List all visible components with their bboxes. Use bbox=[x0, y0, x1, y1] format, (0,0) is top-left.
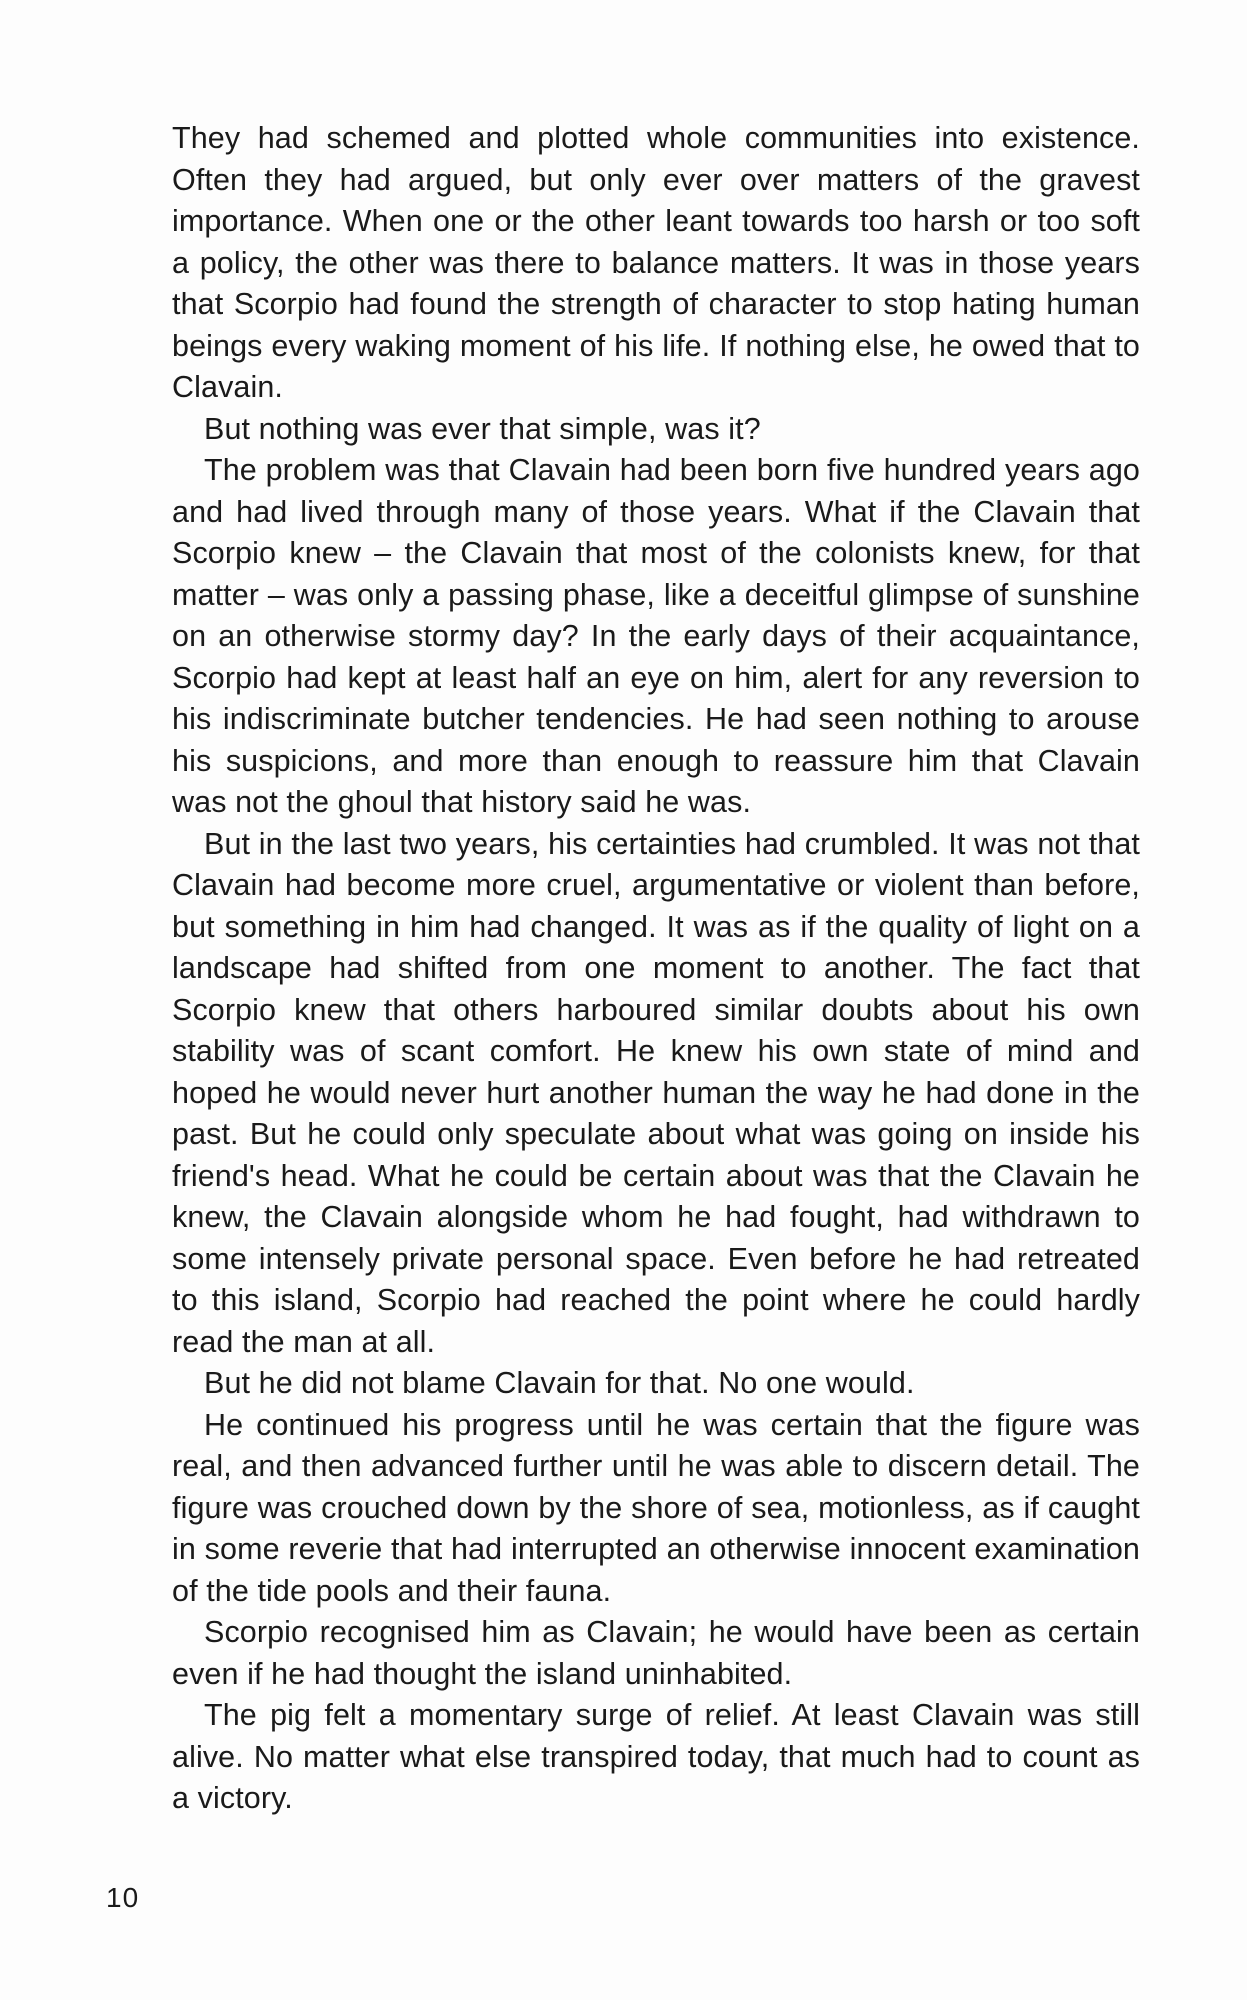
paragraph-5: But he did not blame Clavain for that. No one would. bbox=[204, 1366, 915, 1400]
paragraph-2: But nothing was ever that simple, was it? bbox=[204, 411, 761, 446]
paragraph-4: But in the last two years, his certainties had crumbled. It was not that Clavain had become more cruel, argumentative or violent than before, but something in him had changed. It was as if the quality of light on a landscape had shifted from one moment to another. The fact that Scorpio knew that others harboured similar doubts about his own stability was of scant comfort. He knew his own state of mind and hoped he would never hurt another human the way he had done in the past. But he could only speculate about what was going on inside his friend's head. What he could be certain about was that the Clavain he knew, the Clavain alongside whom he had fought, had withdrawn to some intensely private personal space. Even before he had retreated to this island, Scorpio had reached the point where he could hardly read the man at all. bbox=[172, 826, 1140, 1359]
paragraph-6: He continued his progress until he was certain that the figure was real, and then advanced further until he was able to discern detail. The figure was crouched down by the shore of sea, motionless, as if caught in some reverie that had interrupted an otherwise innocent examination of the tide pools and their fauna. bbox=[172, 1407, 1140, 1608]
paragraph-3: The problem was that Clavain had been born five hundred years ago and had lived through many of those years. What if the Clavain that Scorpio knew – the Clavain that most of the colonists knew, for that matter – was only a passing phase, like a deceitful glimpse of sunshine on an otherwise stormy day? In the early days of their acquaintance, Scorpio had kept at least half an eye on him, alert for any reversion to his indiscriminate butcher tendencies. He had seen nothing to arouse his suspicions, and more than enough to reassure him that Clavain was not the ghoul that history said he was. bbox=[172, 453, 1140, 819]
body-text bbox=[172, 118, 1140, 1820]
page-number: 10 bbox=[106, 1882, 140, 1913]
paragraph-8: The pig felt a momentary surge of relief. At least Clavain was still alive. No matter what else transpired today, that much had to count as a victory. bbox=[172, 1698, 1140, 1815]
paragraph-1: They had schemed and plotted whole communities into existence. Often they had argued, but only ever over matters of the gravest importance. When one or the other leant towards too harsh or too soft a policy, the other was there to balance matters. It was in those years that Scorpio had found the strength of character to stop hating human beings every waking moment of his life. If nothing else, he owed that to Clavain. bbox=[172, 121, 1140, 404]
paragraph-7: Scorpio recognised him as Clavain; he would have been as certain even if he had thought the island uninhabited. bbox=[172, 1615, 1140, 1691]
